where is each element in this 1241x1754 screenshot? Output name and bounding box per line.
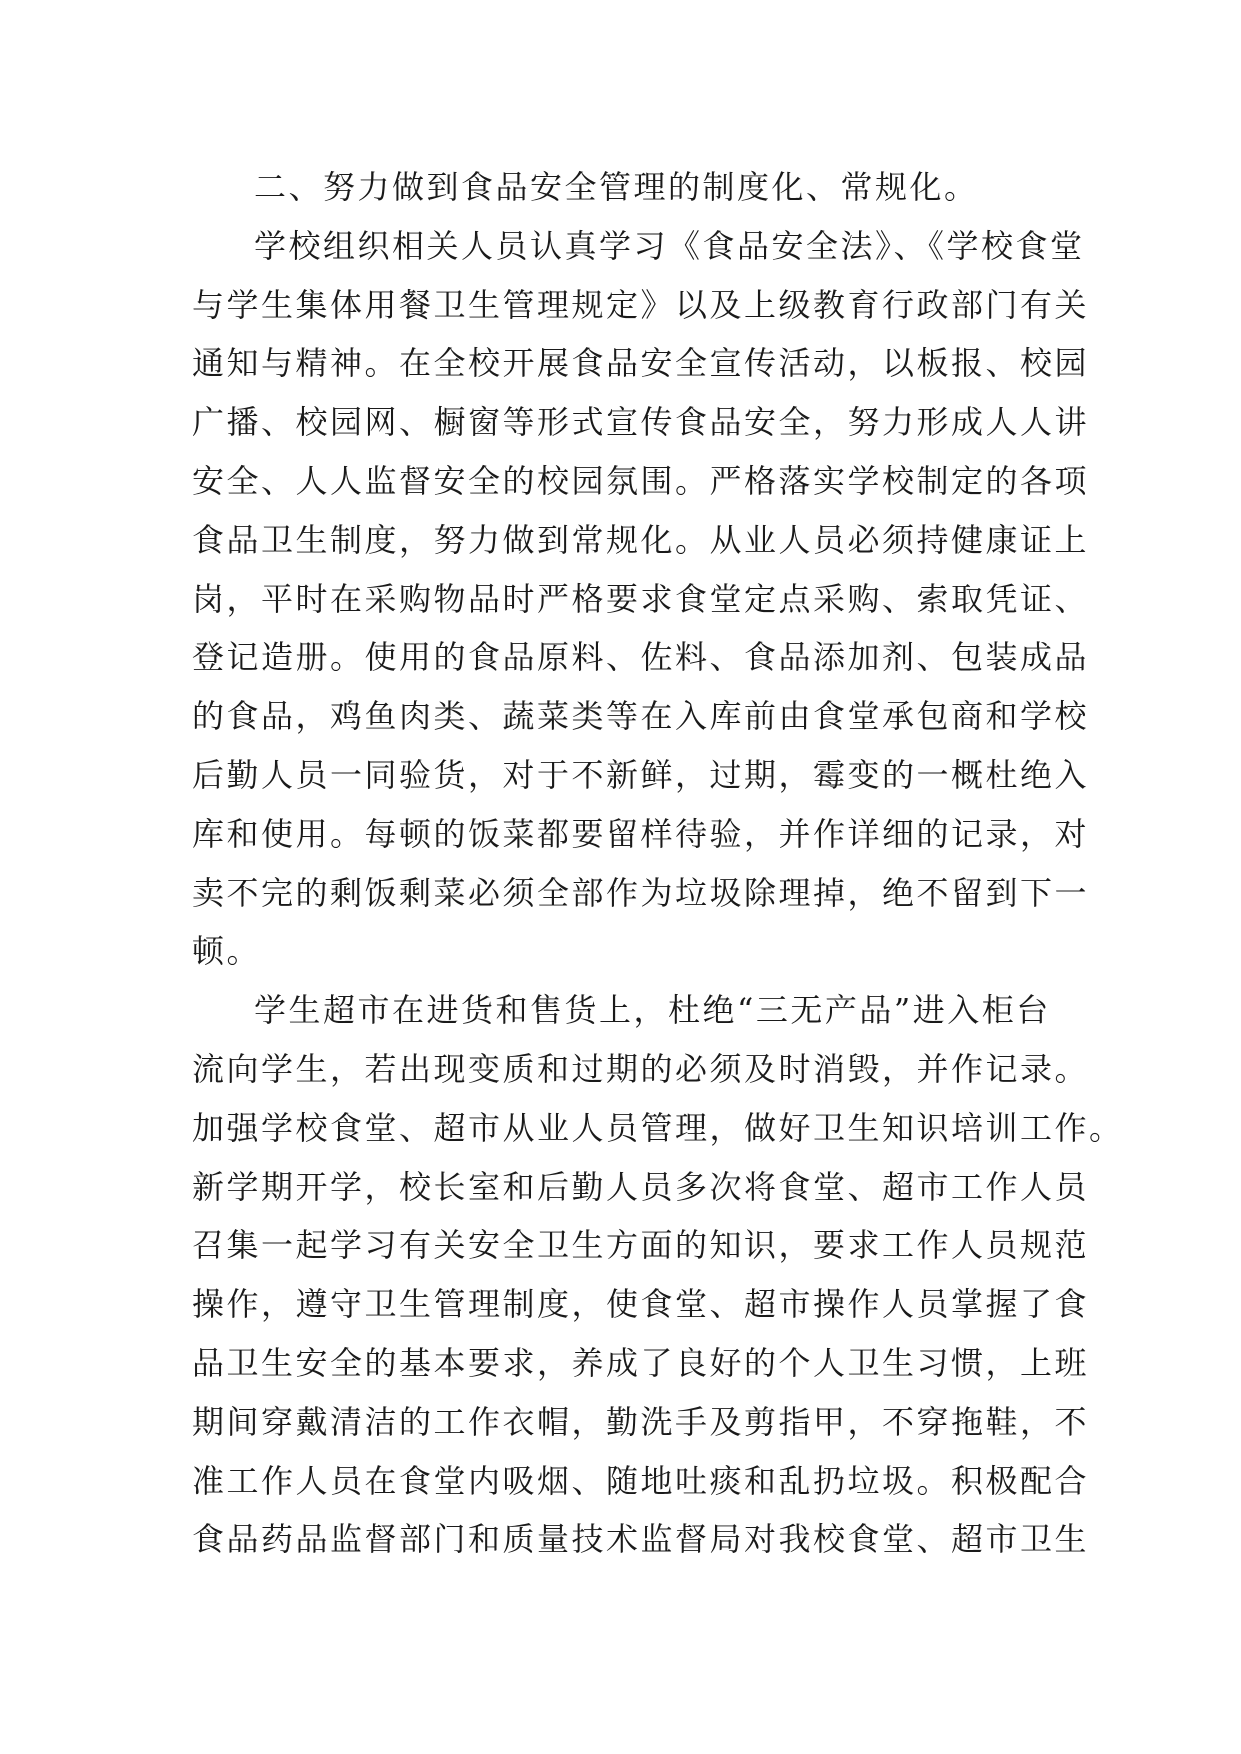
paragraph-line: 库和使用。每顿的饭菜都要留样待验，并作详细的记录，对 — [192, 814, 1090, 853]
paragraph-line: 通知与精神。在全校开展食品安全宣传活动，以板报、校园 — [192, 344, 1090, 383]
document-body — [192, 158, 1124, 1569]
paragraph-line: 后勤人员一同验货，对于不新鲜，过期，霉变的一概杜绝入 — [192, 755, 1090, 794]
paragraph-line: 卖不完的剩饭剩菜必须全部作为垃圾除理掉，绝不留到下一 — [192, 873, 1090, 912]
section-heading: 二、努力做到食品安全管理的制度化、常规化。 — [254, 168, 979, 206]
paragraph-line: 操作，遵守卫生管理制度，使食堂、超市操作人员掌握了食 — [192, 1285, 1090, 1324]
paragraph-line: 与学生集体用餐卫生管理规定》以及上级教育行政部门有关 — [192, 285, 1090, 324]
paragraph-line: 顿。 — [192, 932, 262, 971]
paragraph-line: 流向学生，若出现变质和过期的必须及时消毁，并作记录。 — [192, 1049, 1090, 1088]
paragraph-line: 广播、校园网、橱窗等形式宣传食品安全，努力形成人人讲 — [192, 403, 1090, 442]
paragraph-line: 召集一起学习有关安全卫生方面的知识，要求工作人员规范 — [192, 1226, 1090, 1265]
paragraph-line: 学校组织相关人员认真学习《食品安全法》、《学校食堂 — [254, 226, 1085, 265]
paragraph-line: 学生超市在进货和售货上，杜绝“三无产品”进入柜台 — [254, 991, 1051, 1030]
paragraph-line: 加强学校食堂、超市从业人员管理，做好卫生知识培训工作。 — [192, 1108, 1124, 1147]
paragraph-line: 食品卫生制度，努力做到常规化。从业人员必须持健康证上 — [192, 520, 1090, 559]
paragraph-line: 新学期开学，校长室和后勤人员多次将食堂、超市工作人员 — [192, 1167, 1090, 1206]
paragraph-line: 的食品，鸡鱼肉类、蔬菜类等在入库前由食堂承包商和学校 — [192, 697, 1090, 736]
paragraph-line: 期间穿戴清洁的工作衣帽，勤洗手及剪指甲，不穿拖鞋，不 — [192, 1402, 1090, 1441]
paragraph-line: 登记造册。使用的食品原料、佐料、食品添加剂、包装成品 — [192, 638, 1090, 677]
paragraph-line: 岗，平时在采购物品时严格要求食堂定点采购、索取凭证、 — [192, 579, 1090, 618]
paragraph-line: 准工作人员在食堂内吸烟、随地吐痰和乱扔垃圾。积极配合 — [192, 1461, 1090, 1500]
paragraph-line: 安全、人人监督安全的校园氛围。严格落实学校制定的各项 — [192, 461, 1090, 500]
paragraph-line: 食品药品监督部门和质量技术监督局对我校食堂、超市卫生 — [192, 1520, 1090, 1559]
paragraph-line: 品卫生安全的基本要求，养成了良好的个人卫生习惯，上班 — [192, 1343, 1090, 1382]
